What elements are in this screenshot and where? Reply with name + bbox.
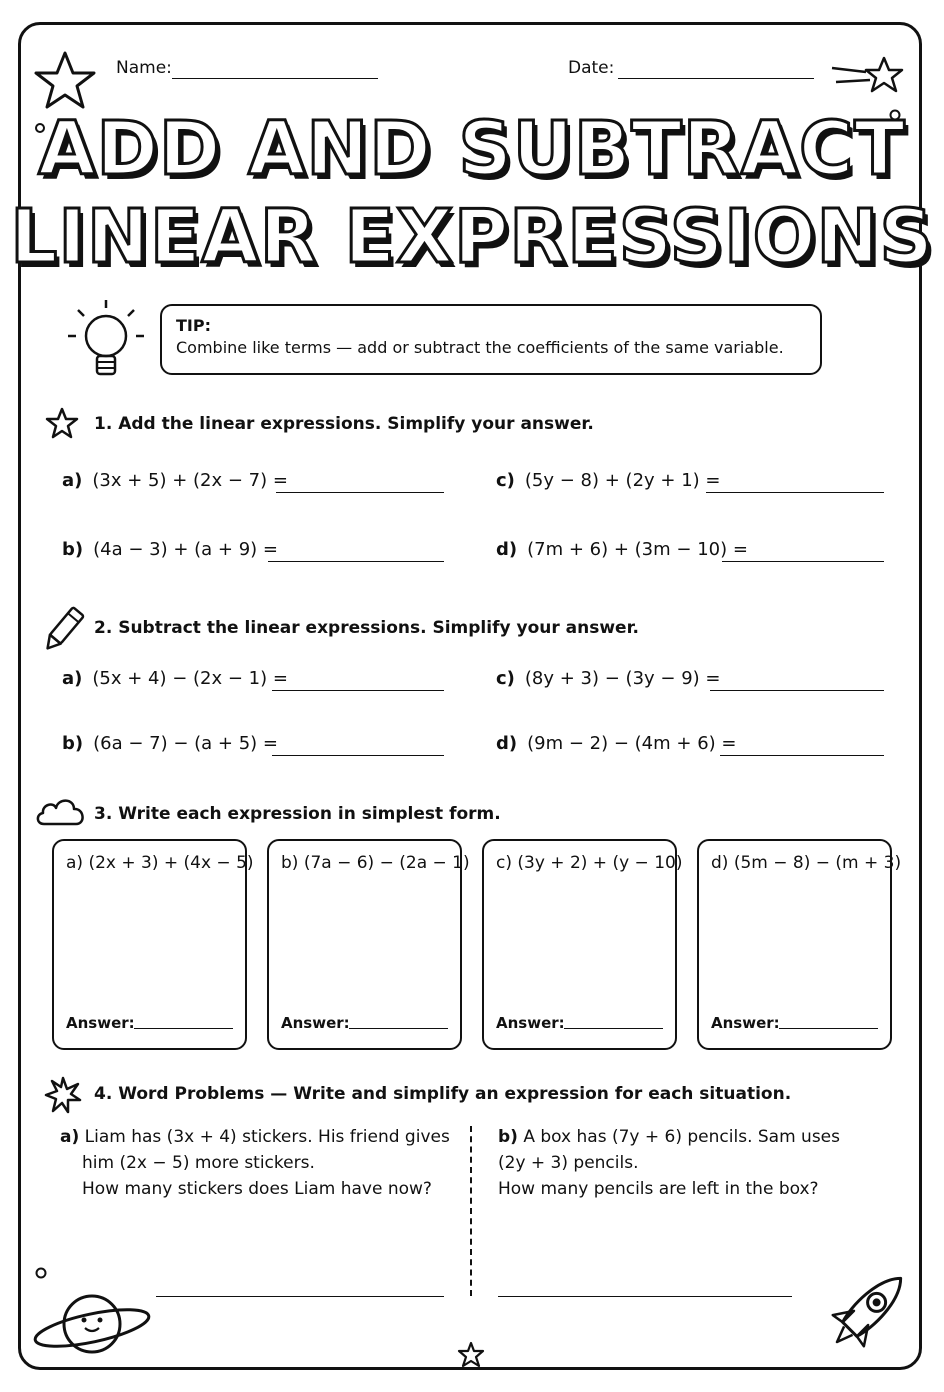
section4-heading: 4. Word Problems — Write and simplify an expression for each situation. [94, 1084, 792, 1104]
s1-answer-c[interactable] [706, 492, 884, 493]
tip-text: Combine like terms — add or subtract the coefficients of the same variable. [176, 338, 784, 358]
work-box-expression: c) (3y + 2) + (y − 10) [496, 853, 683, 873]
answer-line[interactable] [564, 1028, 663, 1029]
answer-label: Answer: [711, 1014, 780, 1032]
page-title-line2: LINEAR EXPRESSIONS [10, 194, 934, 280]
star-icon [456, 1340, 486, 1370]
shooting-star-icon [826, 52, 906, 98]
s2-item-b: b) (6a − 7) − (a + 5) = [62, 733, 279, 754]
section3-heading: 3. Write each expression in simplest form. [94, 804, 501, 824]
s2-item-d: d) (9m − 2) − (4m + 6) = [496, 733, 737, 754]
answer-label: Answer: [496, 1014, 565, 1032]
star-icon [44, 406, 80, 442]
section2-heading: 2. Subtract the linear expressions. Simplify your answer. [94, 618, 639, 638]
tip-heading: TIP: [176, 316, 211, 335]
name-field[interactable] [172, 78, 378, 79]
s1-item-b: b) (4a − 3) + (a + 9) = [62, 539, 279, 560]
answer-line[interactable] [349, 1028, 448, 1029]
s2-item-a: a) (5x + 4) − (2x − 1) = [62, 668, 288, 689]
column-divider [470, 1126, 472, 1296]
starburst-icon [44, 1076, 82, 1114]
s2-answer-a[interactable] [272, 690, 444, 691]
cloud-icon [34, 794, 88, 830]
work-box-expression: b) (7a − 6) − (2a − 1) [281, 853, 470, 873]
s1-answer-b[interactable] [268, 561, 444, 562]
planet-icon [22, 1286, 152, 1366]
s2-answer-b[interactable] [272, 755, 444, 756]
s1-item-a: a) (3x + 5) + (2x − 7) = [62, 470, 288, 491]
pencil-icon [40, 604, 86, 656]
s2-answer-c[interactable] [710, 690, 884, 691]
date-field[interactable] [618, 78, 814, 79]
circle-decoration-icon [34, 1266, 48, 1280]
s1-answer-d[interactable] [722, 561, 884, 562]
word-problem-b: b) A box has (7y + 6) pencils. Sam uses (2y + 3) pencils. How many pencils are left in the box? [498, 1127, 840, 1199]
work-box-c[interactable] [482, 839, 683, 1050]
s1-item-d: d) (7m + 6) + (3m − 10) = [496, 539, 748, 560]
rocket-icon [810, 1258, 922, 1368]
tip-box [160, 304, 822, 375]
date-label: Date: [568, 58, 615, 78]
section1-heading: 1. Add the linear expressions. Simplify your answer. [94, 414, 594, 434]
s2-answer-d[interactable] [720, 755, 884, 756]
answer-label: Answer: [66, 1014, 135, 1032]
work-box-expression: a) (2x + 3) + (4x − 5) [66, 853, 254, 873]
work-box-b[interactable] [267, 839, 470, 1050]
s1-item-c: c) (5y − 8) + (2y + 1) = [496, 470, 721, 491]
word-problem-a: a) Liam has (3x + 4) stickers. His friend gives him (2x − 5) more stickers. How many stickers does Liam have now? [60, 1127, 450, 1199]
work-box-d[interactable] [697, 839, 902, 1050]
work-box-a[interactable] [52, 839, 254, 1050]
star-icon [30, 45, 100, 115]
answer-label: Answer: [281, 1014, 350, 1032]
s2-item-c: c) (8y + 3) − (3y − 9) = [496, 668, 721, 689]
work-box-expression: d) (5m − 8) − (m + 3) [711, 853, 902, 873]
word-problem-b-answer[interactable] [498, 1296, 792, 1297]
answer-line[interactable] [134, 1028, 233, 1029]
answer-line[interactable] [779, 1028, 878, 1029]
lightbulb-icon [64, 296, 146, 388]
word-problem-a-answer[interactable] [156, 1296, 444, 1297]
page-title-line1: ADD AND SUBTRACT [38, 106, 906, 192]
s1-answer-a[interactable] [276, 492, 444, 493]
name-label: Name: [116, 58, 172, 78]
